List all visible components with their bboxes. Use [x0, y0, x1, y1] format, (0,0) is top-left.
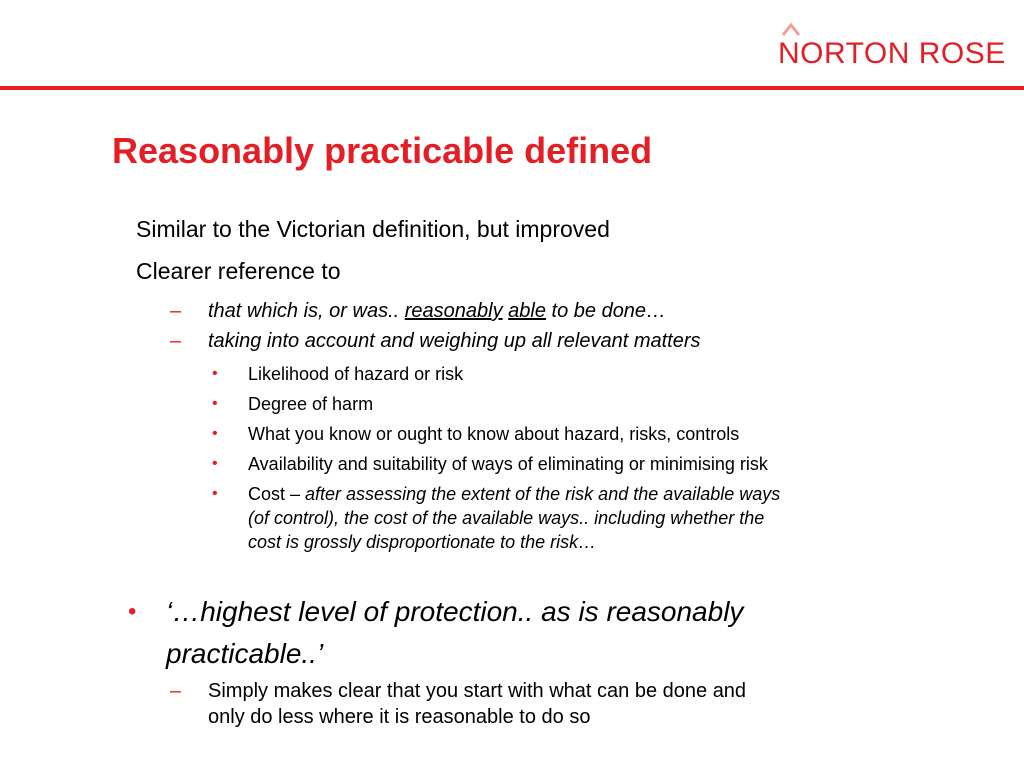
bullet-icon: • [212, 485, 218, 502]
bullet-icon: • [128, 598, 137, 625]
bullet-icon: • [212, 455, 218, 472]
matter-cost-line-3: cost is grossly disproportionate to the risk… [248, 532, 597, 552]
matter-cost-line-2: (of control), the cost of the available ways.. including whether the [248, 508, 765, 528]
subpoint-text-a: that which is, or was.. [208, 300, 405, 322]
cost-label: Cost – [248, 484, 306, 504]
quote-note-line-1: Simply makes clear that you start with what can be done and [208, 680, 747, 702]
dash-bullet-icon: – [170, 680, 182, 702]
bullet-icon: • [212, 365, 218, 382]
slide-title: Reasonably practicable defined [112, 130, 653, 171]
dash-bullet-icon: – [170, 300, 182, 322]
underlined-able: able [508, 300, 546, 322]
cost-detail-1: after assessing the extent of the risk and the available ways [305, 484, 781, 504]
logo-chevron-icon [780, 22, 802, 36]
matter-cost-line-1 [248, 482, 780, 506]
intro-line-similar: Similar to the Victorian definition, but improved [136, 216, 610, 242]
subpoint-reasonably-able [208, 298, 666, 324]
bullet-icon: • [212, 425, 218, 442]
matter-knowledge: What you know or ought to know about hazard, risks, controls [248, 424, 740, 444]
matter-likelihood: Likelihood of hazard or risk [248, 364, 464, 384]
quote-line-1: ‘…highest level of protection.. as is reasonably [166, 596, 744, 627]
intro-line-clearer: Clearer reference to [136, 258, 341, 284]
header-divider [0, 86, 1024, 90]
subpoint-relevant-matters: taking into account and weighing up all relevant matters [208, 330, 701, 352]
dash-bullet-icon: – [170, 330, 182, 352]
matter-availability: Availability and suitability of ways of eliminating or minimising risk [248, 454, 768, 474]
underlined-reasonably: reasonably [404, 300, 503, 322]
matter-degree-of-harm: Degree of harm [248, 394, 374, 414]
logo-text: NORTON ROSE [778, 37, 1006, 70]
quote-note-line-2: only do less where it is reasonable to do so [208, 706, 591, 728]
norton-rose-logo [776, 22, 1006, 72]
quote-line-2: practicable..’ [166, 638, 324, 669]
bullet-icon: • [212, 395, 218, 412]
subpoint-text-b: to be done… [545, 300, 667, 322]
